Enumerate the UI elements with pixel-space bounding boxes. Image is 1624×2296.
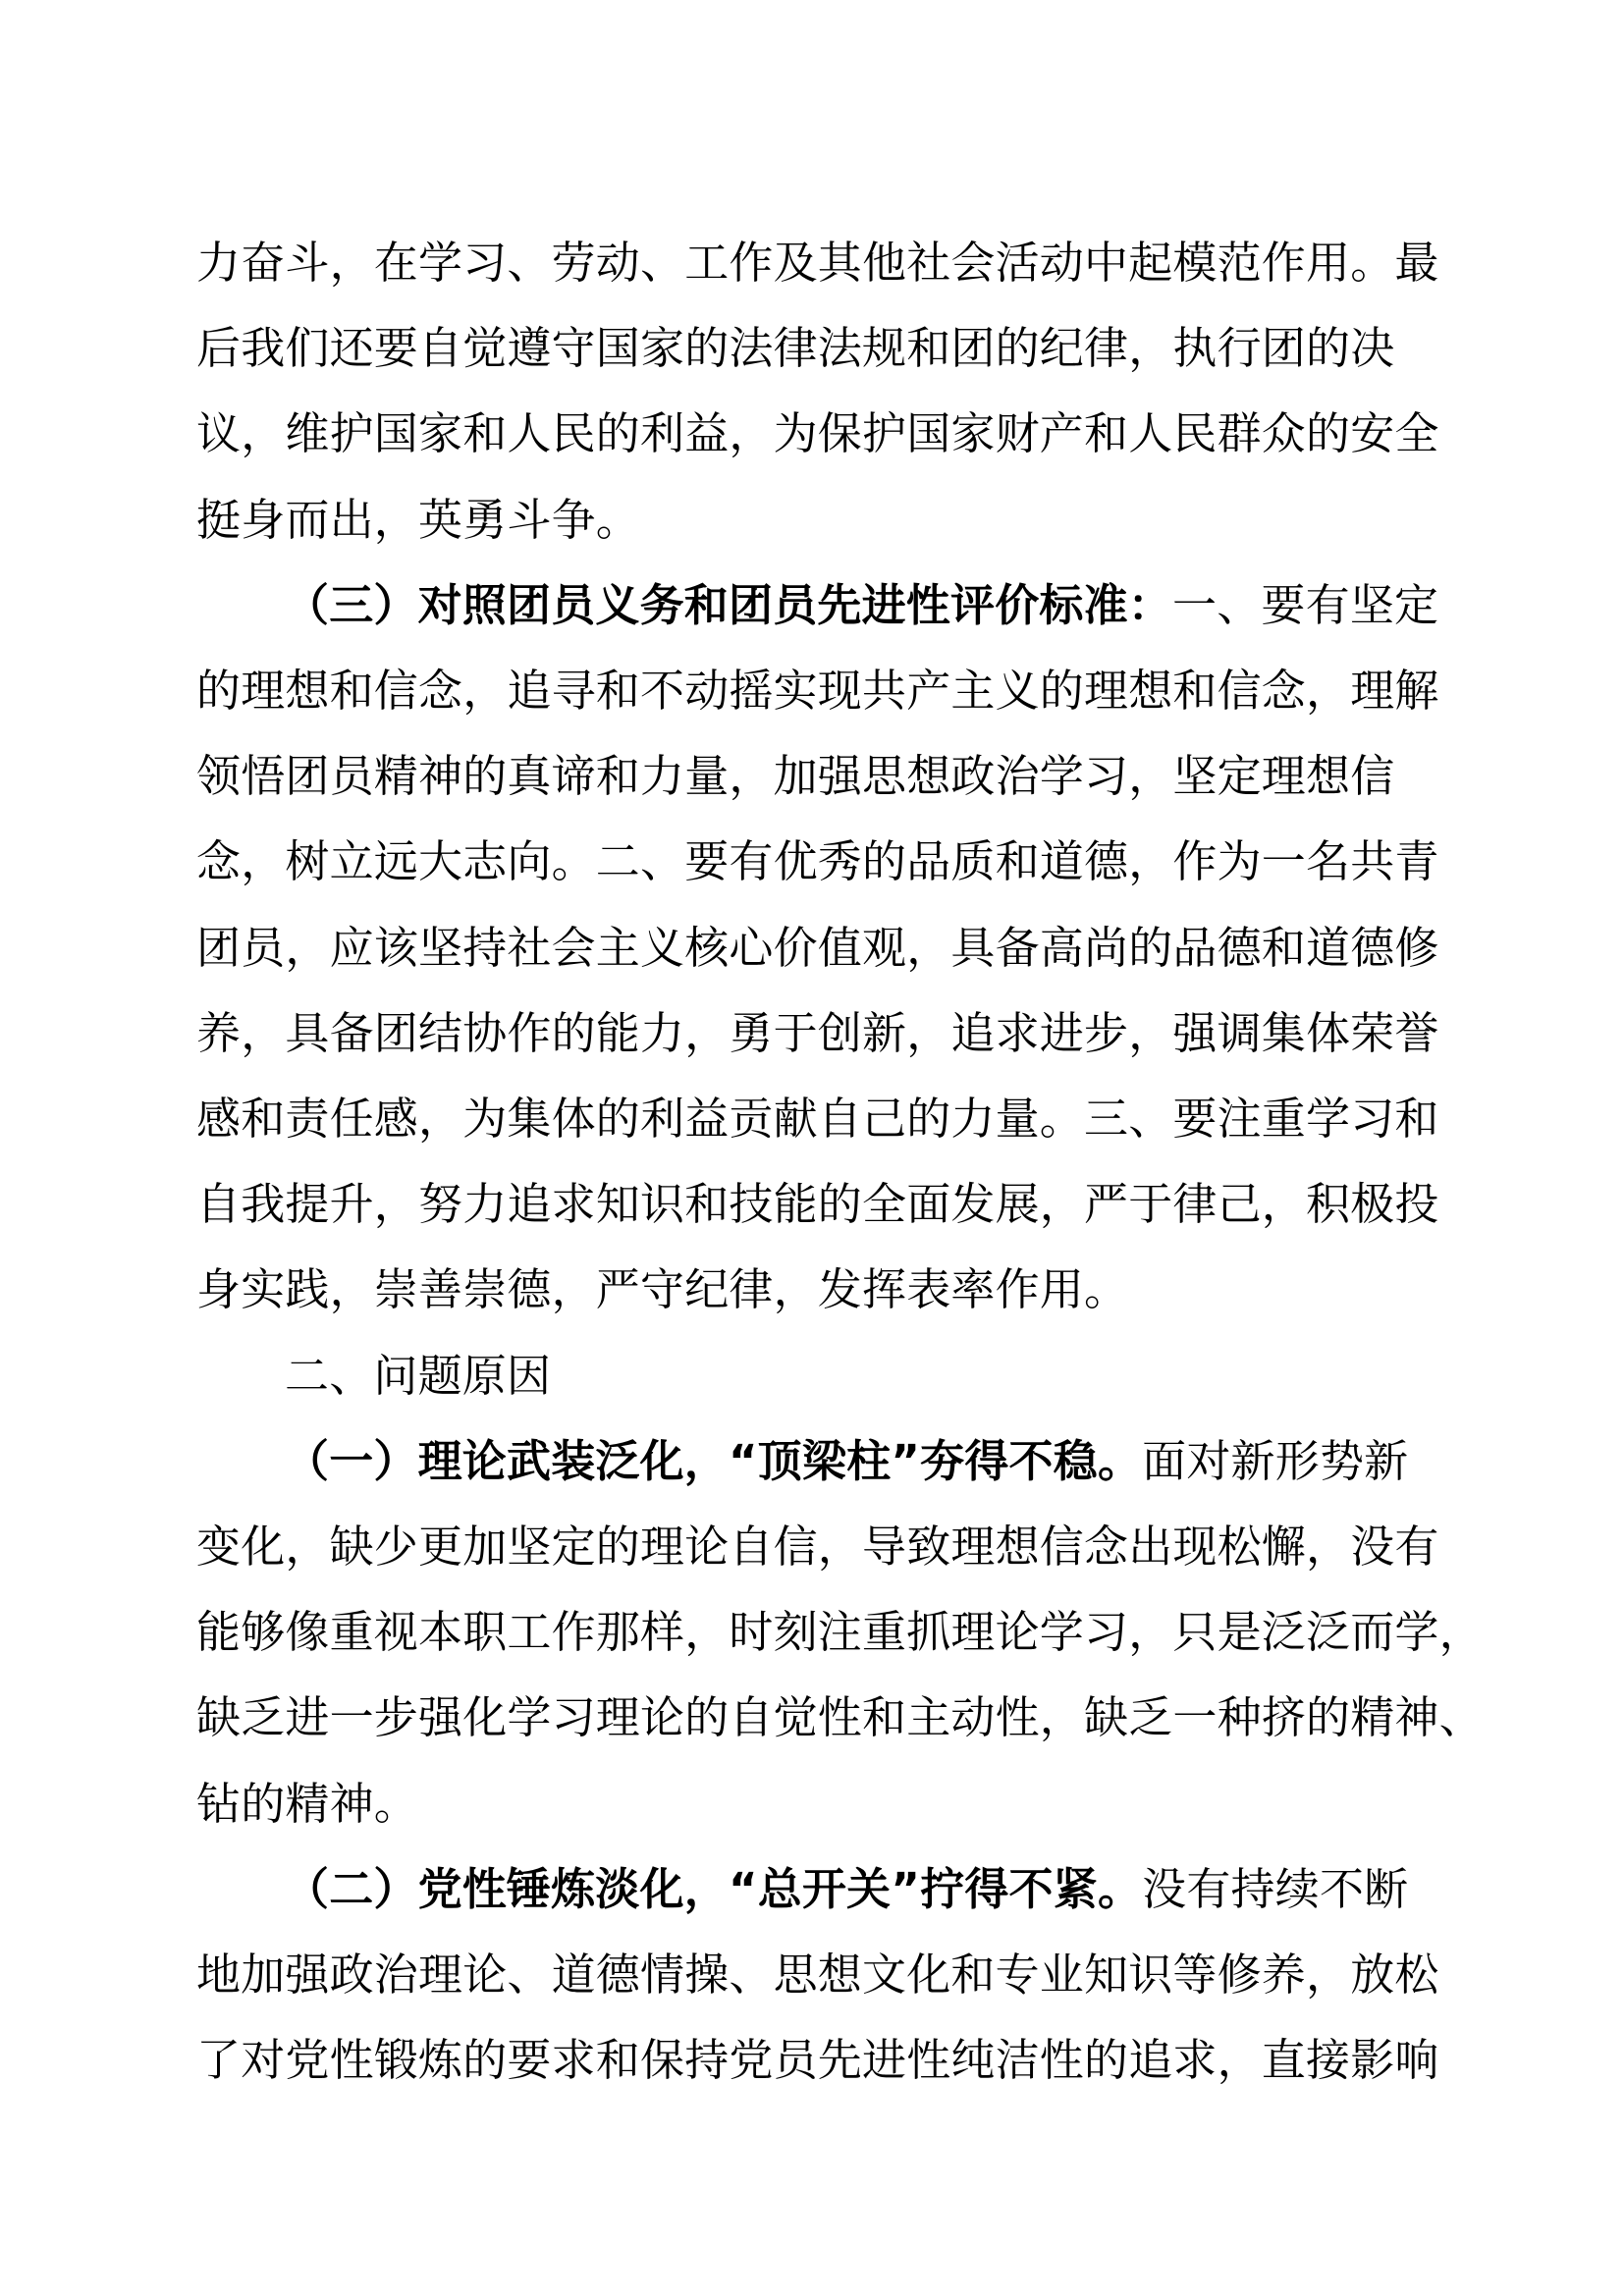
- text-line: [196, 1347, 1443, 1406]
- body-text: 挺身而出，英勇斗争。: [196, 493, 641, 546]
- text-line: [196, 319, 1443, 378]
- body-text: 没有持续不断: [1142, 1862, 1409, 1915]
- body-text: 团员，应该坚持社会主义核心价值观，具备高尚的品德和道德修: [196, 921, 1439, 974]
- text-line: [196, 919, 1443, 978]
- bold-heading-text: （三）对照团员义务和团员先进性评价标准：: [285, 578, 1173, 631]
- body-text: 念，树立远大志向。二、要有优秀的品质和道德，作为一名共青: [196, 835, 1439, 888]
- bold-heading-text: （二）党性锤炼淡化，“总开关”拧得不紧。: [285, 1862, 1143, 1915]
- body-text: 养，具备团结协作的能力，勇于创新，追求进步，强调集体荣誉: [196, 1006, 1439, 1059]
- text-line: [196, 1775, 1443, 1834]
- text-line: [196, 2031, 1443, 2090]
- text-line: [196, 1004, 1443, 1063]
- body-text: 地加强政治理论、道德情操、思想文化和专业知识等修养，放松: [196, 1949, 1439, 2001]
- text-line: [196, 1946, 1443, 2004]
- body-text: 一、要有坚定: [1172, 578, 1439, 631]
- body-text: 变化，缺少更加坚定的理论自信，导致理想信念出现松懈，没有: [196, 1521, 1439, 1573]
- body-text: 的理想和信念，追寻和不动摇实现共产主义的理想和信念，理解: [196, 665, 1439, 717]
- body-text: 议，维护国家和人民的利益，为保护国家财产和人民群众的安全: [196, 407, 1439, 460]
- text-line: [196, 576, 1443, 635]
- text-line: [196, 1603, 1484, 1662]
- text-line: [196, 1518, 1443, 1576]
- body-text: 钻的精神。: [196, 1777, 419, 1830]
- text-line: [196, 491, 1443, 550]
- body-text: 能够像重视本职工作那样，时刻注重抓理论学习，只是泛泛而学，: [196, 1606, 1484, 1659]
- body-text: 身实践，崇善崇德，严守纪律，发挥表率作用。: [196, 1263, 1129, 1316]
- text-line: [196, 832, 1443, 891]
- body-text: 缺乏进一步强化学习理论的自觉性和主动性，缺乏一种挤的精神、: [196, 1691, 1484, 1744]
- text-line: [196, 1260, 1443, 1319]
- text-line: [196, 1688, 1484, 1747]
- text-line: [196, 747, 1443, 806]
- body-text: 了对党性锻炼的要求和保持党员先进性纯洁性的追求，直接影响: [196, 2034, 1439, 2087]
- body-text: 二、问题原因: [285, 1349, 552, 1402]
- bold-heading-text: （一）理论武装泛化，“顶梁柱”夯得不稳。: [285, 1434, 1143, 1487]
- body-text: 面对新形势新: [1142, 1434, 1409, 1487]
- text-line: [196, 662, 1443, 721]
- text-line: [196, 1860, 1443, 1919]
- text-line: [196, 1432, 1443, 1491]
- text-line: [196, 404, 1443, 463]
- body-text: 自我提升，努力追求知识和技能的全面发展，严于律己，积极投: [196, 1178, 1439, 1231]
- body-text: 后我们还要自觉遵守国家的法律法规和团的纪律，执行团的决: [196, 322, 1395, 375]
- text-line: [196, 234, 1443, 293]
- body-text: 力奋斗，在学习、劳动、工作及其他社会活动中起模范作用。最: [196, 237, 1439, 289]
- body-text: 领悟团员精神的真谛和力量，加强思想政治学习，坚定理想信: [196, 750, 1395, 803]
- body-text: 感和责任感，为集体的利益贡献自己的力量。三、要注重学习和: [196, 1093, 1439, 1145]
- text-line: [196, 1175, 1443, 1234]
- text-line: [196, 1090, 1443, 1148]
